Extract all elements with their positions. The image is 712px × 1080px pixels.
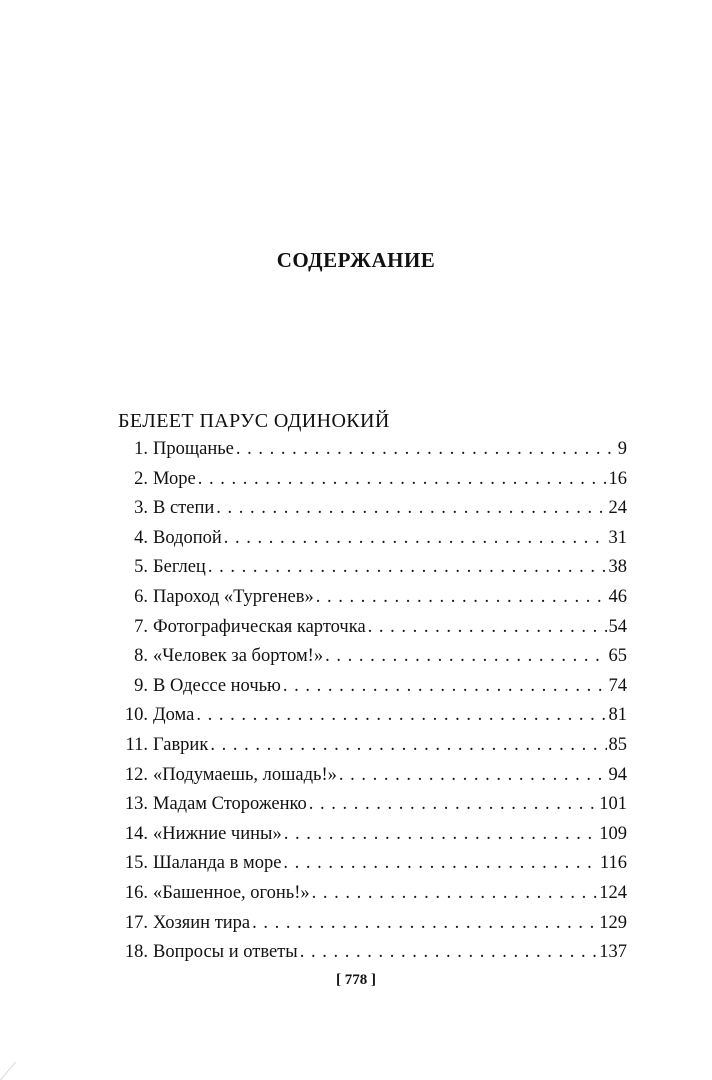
dot-leader (309, 794, 597, 815)
toc-entry[interactable] (118, 794, 627, 824)
section-heading: БЕЛЕЕТ ПАРУС ОДИНОКИЙ (118, 410, 390, 432)
dot-leader (236, 439, 616, 460)
chapter-title: Фотографическая карточка (153, 616, 366, 637)
dot-leader (224, 528, 607, 549)
chapter-number: 11. (125, 734, 148, 755)
chapter-number: 12. (124, 764, 148, 785)
chapter-title: В Одессе ночью (153, 675, 281, 696)
chapter-title: Беглец (153, 557, 206, 578)
chapter-number: 13. (124, 794, 148, 815)
toc-entry[interactable] (118, 617, 627, 647)
dot-leader (283, 676, 607, 697)
chapter-number: 5. (134, 557, 148, 578)
page-number: [ 778 ] (336, 972, 376, 988)
chapter-page: 16 (608, 468, 627, 489)
chapter-number: 7. (134, 616, 148, 637)
toc-entry[interactable] (118, 705, 627, 735)
chapter-page: 109 (599, 823, 627, 844)
dot-leader (325, 646, 606, 667)
chapter-page: 31 (608, 527, 627, 548)
chapter-page: 137 (599, 942, 627, 963)
chapter-title: Вопросы и ответы (153, 942, 298, 963)
toc-entry[interactable] (118, 853, 627, 883)
chapter-page: 24 (608, 498, 627, 519)
dot-leader (339, 765, 607, 786)
chapter-title: Гаврик (153, 734, 209, 755)
toc-entry[interactable] (118, 528, 627, 558)
toc-entry[interactable] (118, 913, 627, 943)
chapter-number: 6. (134, 586, 148, 607)
dot-leader (316, 587, 607, 608)
toc-entry[interactable] (118, 587, 627, 617)
dot-leader (283, 853, 598, 874)
dot-leader (252, 913, 597, 934)
chapter-title: Мадам Стороженко (153, 794, 307, 815)
chapter-page: 124 (599, 882, 627, 903)
dot-leader (210, 735, 606, 756)
chapter-number: 15. (124, 853, 148, 874)
chapter-number: 17. (124, 912, 148, 933)
chapter-title: «Нижние чины» (153, 823, 282, 844)
chapter-title: Дома (153, 705, 195, 726)
chapter-page: 85 (608, 734, 627, 755)
chapter-title: Пароход «Тургенев» (153, 586, 314, 607)
chapter-number: 8. (134, 646, 148, 667)
toc-entry[interactable] (118, 646, 627, 676)
chapter-number: 14. (124, 823, 148, 844)
chapter-page: 81 (608, 705, 627, 726)
toc-entry[interactable] (118, 883, 627, 913)
chapter-page: 129 (599, 912, 627, 933)
dot-leader (196, 705, 606, 726)
page-corner-mark (0, 1062, 34, 1080)
chapter-title: В степи (153, 498, 215, 519)
chapter-title: «Башенное, огонь!» (153, 882, 310, 903)
toc-entry[interactable] (118, 498, 627, 528)
contents-heading: СОДЕРЖАНИЕ (276, 248, 436, 272)
chapter-number: 4. (134, 527, 148, 548)
toc-entry[interactable] (118, 439, 627, 469)
chapter-page: 74 (608, 675, 627, 696)
chapter-title: Шаланда в море (153, 853, 282, 874)
chapter-title: Море (153, 468, 196, 489)
dot-leader (300, 942, 598, 963)
chapter-title: Прощанье (153, 439, 234, 459)
dot-leader (368, 617, 607, 638)
dot-leader (284, 824, 598, 845)
chapter-title: «Подумаешь, лошадь!» (153, 764, 337, 785)
chapter-number: 18. (124, 942, 148, 963)
toc-entry[interactable] (118, 557, 627, 587)
chapter-page: 101 (599, 794, 627, 815)
toc-entry[interactable] (118, 765, 627, 795)
table-of-contents (118, 439, 627, 972)
chapter-number: 10. (124, 705, 148, 726)
chapter-page: 65 (608, 646, 627, 667)
chapter-page: 116 (599, 853, 627, 874)
chapter-number: 3. (134, 498, 148, 519)
chapter-number: 16. (124, 882, 148, 903)
chapter-title: «Человек за бортом!» (153, 646, 324, 667)
toc-entry[interactable] (118, 735, 627, 765)
toc-entry[interactable] (118, 824, 627, 854)
chapter-title: Водопой (153, 527, 222, 548)
chapter-title: Хозяин тира (153, 912, 251, 933)
chapter-page: 38 (608, 557, 627, 578)
dot-leader (312, 883, 598, 904)
chapter-page: 94 (608, 764, 627, 785)
toc-entry[interactable] (118, 942, 627, 972)
chapter-number: 2. (134, 468, 148, 489)
dot-leader (198, 469, 607, 490)
chapter-page: 9 (617, 439, 627, 459)
chapter-number: 1. (134, 439, 148, 459)
dot-leader (216, 498, 606, 519)
chapter-number: 9. (134, 675, 148, 696)
toc-entry[interactable] (118, 676, 627, 706)
toc-entry[interactable] (118, 469, 627, 499)
chapter-page: 46 (608, 586, 627, 607)
chapter-page: 54 (608, 616, 627, 637)
dot-leader (208, 557, 607, 578)
